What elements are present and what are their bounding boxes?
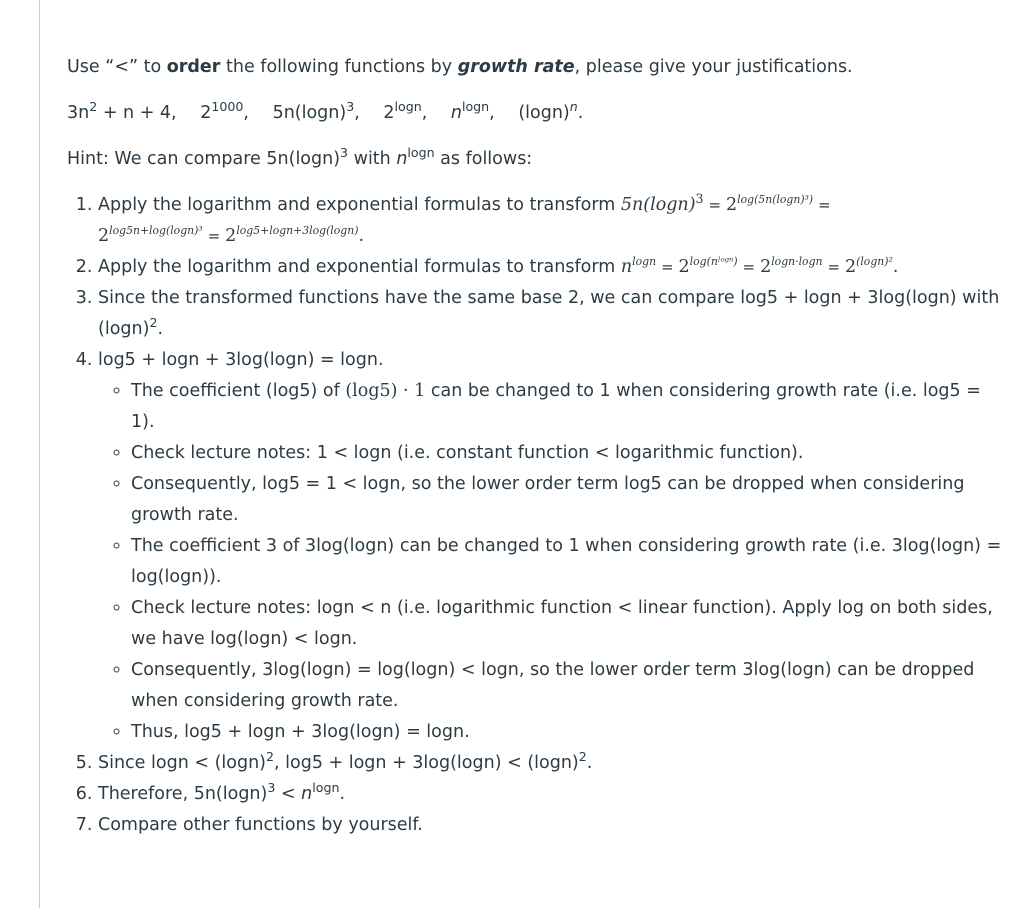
function-item: $2^{1000}$, (200, 99, 249, 123)
function-item: $(\log n)^n$. (518, 99, 584, 123)
bullet-item: ◦ Thus, log5 + logn + 3log(logn) = logn. (131, 717, 1002, 748)
step-4: 4. log5 + logn + 3log(logn) = logn. ◦ The coefficient (log5) of (log5) · 1 can be changed to 1 when considering growth rate (i.e. log5 = 1). ◦ Check lecture notes: 1 < logn (i.e. constant function < logarithmic function). ◦ Consequently, log5 = 1 < logn, so the lower order term log5 can be dropped when considering growth rate. ◦ The coefficient 3 of 3log(logn) can be changed to 1 when considering growth rate (i.e. 3log(logn) = log(logn)). ◦ Check lecture notes: logn < n (i.e. logarithmic function < linear function). Apply log on both sides, we have log(logn) < logn. ◦ Consequently, 3log(logn) = log(logn) < logn, so the lower order term 3log(logn) can be dropped when considering growth rate. ◦ Thus, log5 + logn + 3log(logn) = logn. (98, 345, 1002, 748)
bullet-item: ◦ Consequently, log5 = 1 < logn, so the lower order term log5 can be dropped when considering growth rate. (131, 469, 1002, 531)
bullet-item: ◦ The coefficient 3 of 3log(logn) can be changed to 1 when considering growth rate (i.e. 3log(logn) = log(logn)). (131, 531, 1002, 593)
bullet-item: ◦ Check lecture notes: logn < n (i.e. logarithmic function < linear function). Apply log on both sides, we have log(logn) < logn. (131, 593, 1002, 655)
question-intro: Use “<” to order the following functions by growth rate, please give your justifications. (67, 57, 853, 77)
bullet-item: ◦ The coefficient (log5) of (log5) · 1 can be changed to 1 when considering growth rate (i.e. log5 = 1). (131, 376, 1002, 438)
steps-list (67, 190, 1002, 841)
function-item: $5n(\log n)^3$, (272, 99, 360, 123)
function-item: $2^{logn}$, (383, 99, 428, 123)
hint-paragraph: Hint: We can compare $5n(\log n)^3$ with $n^{logn}$ as follows: (67, 145, 533, 169)
bullet-item: ◦ Check lecture notes: 1 < logn (i.e. constant function < logarithmic function). (131, 438, 1002, 469)
emphasis-growth-rate: growth rate (457, 57, 575, 77)
step-3: 3. Since the transformed functions have the same base 2, we can compare log5 + logn + 3log(logn) with $(\log n)^2$. (98, 283, 1002, 345)
step-6: 6. Therefore, $5n(\log n)^3 < n^{logn}$. (98, 779, 1002, 810)
bullet-item: ◦ Consequently, 3log(logn) = log(logn) < logn, so the lower order term 3log(logn) can be dropped when considering growth rate. (131, 655, 1002, 717)
function-item: $3n^2 + n + 4$, (67, 99, 177, 123)
content-left-border (39, 0, 40, 908)
function-list (67, 98, 1002, 129)
step-2: 2. Apply the logarithm and exponential formulas to transform $n^{logn} = 2^{log(nˡᵒᵍ^n)} = 2^{logn\cdot logn} = 2^{(logn)^2}$. (98, 252, 1002, 283)
emphasis-order: order (166, 57, 221, 77)
function-item: $n^{logn}$, (450, 99, 495, 123)
step-4-bullets (98, 376, 1002, 748)
step-7: 7. Compare other functions by yourself. (98, 810, 1002, 841)
step-5: 5. Since $\log n < (\log n)^2$, $\log 5 + \log n + 3\log(\log n) < (\log n)^2$. (98, 748, 1002, 779)
question-content (67, 52, 1002, 841)
step-1: 1. Apply the logarithm and exponential formulas to transform $5n(\log n)^3 = 2^{log(5n(logn)^3)}$ = $2^{log5n+log(logn)^3} = 2^{log5+logn+3log(logn)}$. (98, 190, 1002, 252)
